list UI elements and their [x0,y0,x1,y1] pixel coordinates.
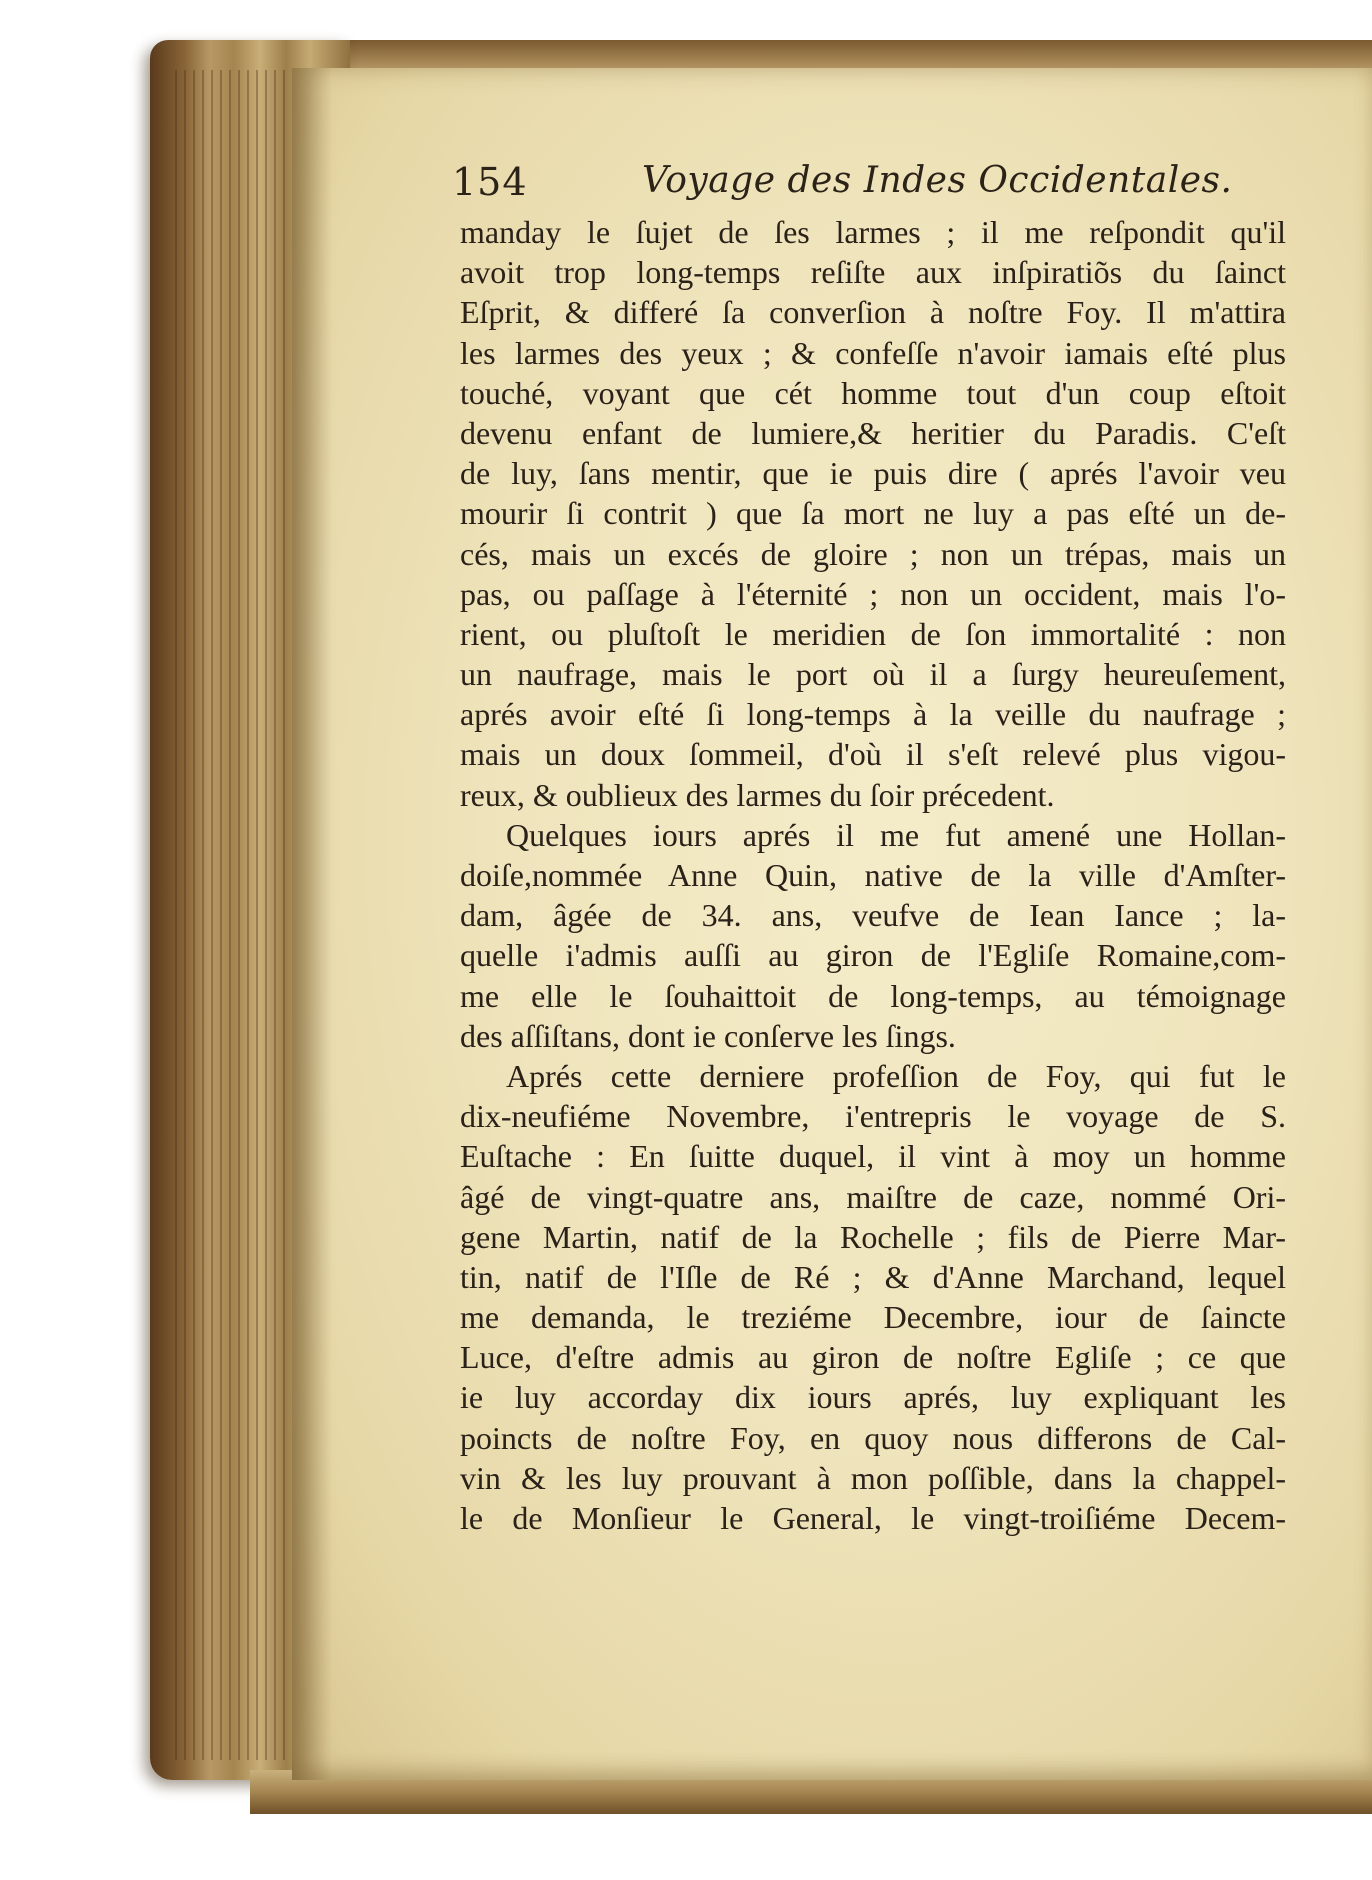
text-line: me demanda, le treziéme Decembre, iour de ſaincte [460,1299,1286,1336]
running-title: Voyage des Indes Occidentales. [642,160,1233,201]
text-line: des aſſiſtans, dont ie conſerve les ſings. [460,1017,956,1054]
text-line: un naufrage, mais le port où il a ſurgy heureuſement, [460,656,1286,693]
text-line: poincts de noſtre Foy, en quoy nous differons de Cal- [460,1419,1286,1456]
text-line: mais un doux ſommeil, d'où il s'eſt relevé plus vigou- [460,736,1286,773]
text-line: rient, ou pluſtoſt le meridien de ſon immortalité : non [460,615,1286,652]
text-line: touché, voyant que cét homme tout d'un coup eſtoit [460,374,1286,411]
page-number: 154 [452,160,528,204]
body-text [460,212,1286,1538]
text-line: mourir ſi contrit ) que ſa mort ne luy a pas eſté un de- [460,495,1286,532]
text-line: manday le ſujet de ſes larmes ; il me reſpondit qu'il [460,214,1286,250]
text-line: quelle i'admis auſſi au giron de l'Egliſe Romaine,com- [460,937,1286,974]
text-line: Euſtache : En ſuitte duquel, il vint à moy un homme [460,1138,1286,1175]
text-line: vin & les luy prouvant à mon poſſible, dans la chappel- [460,1459,1286,1496]
text-line: pas, ou paſſage à l'éternité ; non un occident, mais l'o- [460,575,1286,612]
paragraph-start-line: Aprés cette derniere profeſſion de Foy, qui fut le [506,1057,1286,1094]
text-line: tin, natif de l'Iſle de Ré ; & d'Anne Marchand, lequel [460,1258,1286,1295]
text-line: âgé de vingt-quatre ans, maiſtre de caze, nommé Ori- [460,1178,1286,1215]
text-line: cés, mais un excés de gloire ; non un trépas, mais un [460,535,1286,572]
text-line: reux, & oublieux des larmes du ſoir précedent. [460,776,1055,813]
page-gutter-shadow [292,68,332,1780]
text-line: le de Monſieur le General, le vingt-troiſiéme Decem- [460,1500,1286,1536]
text-line: me elle le ſouhaittoit de long-temps, au témoignage [460,977,1286,1014]
text-line: ie luy accorday dix iours aprés, luy expliquant les [460,1379,1286,1416]
text-line: Luce, d'eſtre admis au giron de noſtre Egliſe ; ce que [460,1339,1286,1376]
text-line: avoit trop long-temps reſiſte aux inſpiratiõs du ſainct [460,254,1286,291]
text-line: doiſe,nommée Anne Quin, native de la ville d'Amſter- [460,857,1286,893]
text-line: Eſprit, & differé ſa converſion à noſtre Foy. Il m'attira [460,294,1286,331]
paragraph-start-line: Quelques iours aprés il me fut amené une Hollan- [506,816,1286,853]
text-line: gene Martin, natif de la Rochelle ; fils de Pierre Mar- [460,1218,1286,1255]
text-line: dix-neufiéme Novembre, i'entrepris le voyage de S. [460,1098,1286,1135]
text-line: dam, âgée de 34. ans, veufve de Iean Iance ; la- [460,897,1286,934]
text-line: devenu enfant de lumiere,& heritier du Paradis. C'eſt [460,414,1286,451]
text-line: aprés avoir eſté ſi long-temps à la veille du naufrage ; [460,696,1286,733]
text-line: les larmes des yeux ; & confeſſe n'avoir iamais eſté plus [460,334,1286,371]
text-line: de luy, ſans mentir, que ie puis dire ( aprés l'avoir veu [460,455,1286,492]
page-header [452,160,1332,210]
